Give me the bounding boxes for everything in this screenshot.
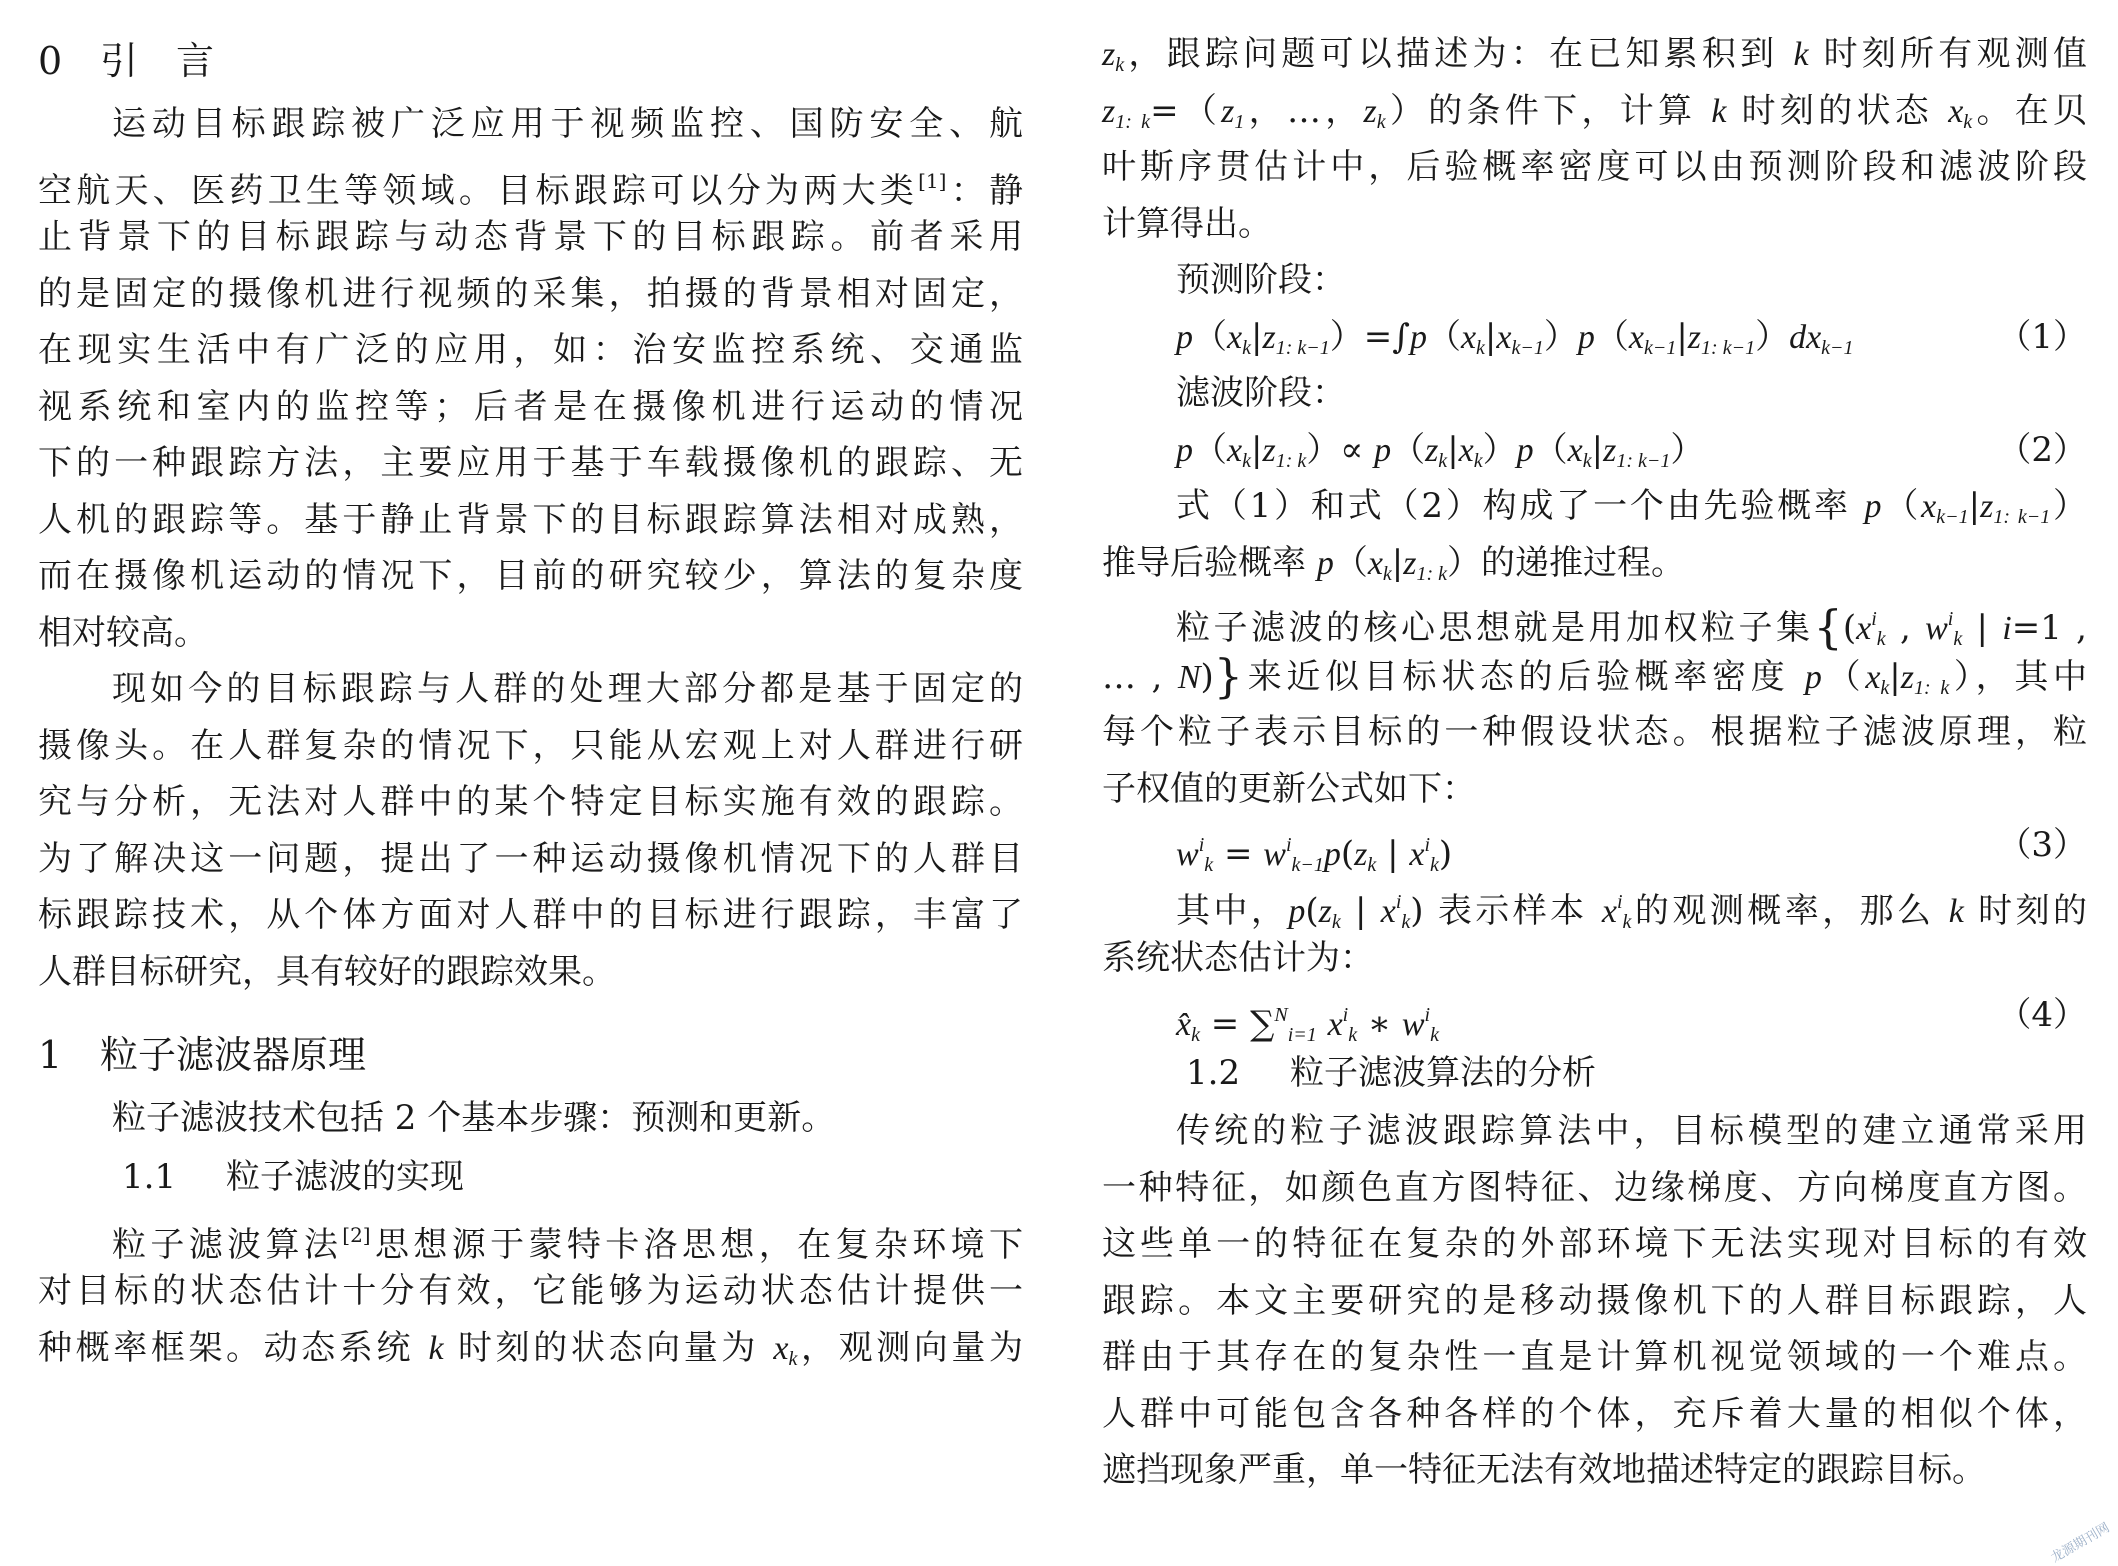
- section-number: 0: [38, 39, 63, 83]
- paragraph-line: 粒子滤波的核心思想就是用加权粒子集{($x^i_k$ , $w^i_k$ | i=1 ,: [1176, 600, 2087, 654]
- paragraph-line: 子权值的更新公式如下：: [1102, 768, 1476, 809]
- paragraph-line: 遮挡现象严重，单一特征无法有效地描述特定的跟踪目标。: [1102, 1450, 1986, 1490]
- paragraph-line: 人机的跟踪等。基于静止背景下的目标跟踪算法相对成熟，: [38, 499, 1023, 540]
- equation-number: （3）: [1997, 825, 2087, 865]
- equation-2: $p(x_k|z_{1: k})\propto p(z_k|x_k)p(x_k|z_{1: k-1})$ （2）: [1102, 422, 2087, 479]
- paragraph-line: 推导后验概率 $p(x_k|z_{1: k})$的递推过程。: [1102, 542, 1686, 585]
- paragraph-line: 每个粒子表示目标的一种假设状态。根据粒子滤波原理，粒: [1102, 712, 2087, 752]
- paragraph-line: 其中，$p(z_k$ | $x^i_k$) 表示样本 $x^i_k$的观测概率，那么 k 时刻的: [1176, 890, 2088, 933]
- paragraph-line: 相对较高。: [38, 612, 208, 653]
- paragraph-line: 下的一种跟踪方法，主要应用于基于车载摄像机的跟踪、无: [38, 443, 1023, 483]
- equation-number: （4）: [1997, 994, 2087, 1035]
- equation-4: $x̂_k = \sum^N_{i=1}$ $x^i_k$ ∗ $w^i_k$ （4）: [1102, 987, 2087, 1044]
- paragraph-line: 系统状态估计为：: [1102, 938, 1374, 978]
- subsection-heading-1-2: [1102, 1043, 2087, 1103]
- equation-1: $p(x_k|z_{1: k-1})=\int p(x_k|x_{k-1})p(x_{k-1}|z_{1: k-1})dx_{k-1}$ （1）: [1102, 309, 2087, 366]
- left-column: [38, 26, 1023, 1376]
- right-column: [1102, 26, 2087, 1499]
- citation-ref: [2]: [342, 1222, 371, 1247]
- paragraph-line: 人群目标研究，具有较好的跟踪效果。: [38, 951, 616, 992]
- subsection-number: 1.1: [122, 1156, 177, 1197]
- paragraph-line: 叶斯序贯估计中，后验概率密度可以由预测阶段和滤波阶段: [1102, 147, 2087, 187]
- paragraph-line: 对目标的状态估计十分有效，它能够为运动状态估计提供一: [38, 1271, 1023, 1311]
- paragraph-line: 而在摄像机运动的情况下，目前的研究较少，算法的复杂度: [38, 556, 1023, 596]
- paragraph-line: 这些单一的特征在复杂的外部环境下无法实现对目标的有效: [1102, 1224, 2087, 1264]
- paragraph-line: 止背景下的目标跟踪与动态背景下的目标跟踪。前者采用: [38, 217, 1023, 257]
- paragraph-line: 摄像头。在人群复杂的情况下，只能从宏观上对人群进行研: [38, 725, 1023, 766]
- paragraph-line: 种概率框架。动态系统 k 时刻的状态向量为 $x_k$，观测向量为: [38, 1327, 1024, 1370]
- equation-number: （1）: [1997, 316, 2087, 357]
- equation-number: （2）: [1997, 429, 2087, 470]
- citation-ref: [1]: [918, 168, 947, 193]
- paragraph-line: 究与分析，无法对人群中的某个特定目标实施有效的跟踪。: [38, 782, 1023, 822]
- section-title: 粒子滤波器原理: [100, 1033, 367, 1077]
- equation-3: $w^i_k = w^i_{k-1}p(z_k$ | $x^i_k$) （3）: [1102, 817, 2087, 874]
- paragraph-line: 运动目标跟踪被广泛应用于视频监控、国防安全、航: [112, 104, 1023, 144]
- label-line: 滤波阶段：: [1176, 373, 1346, 413]
- watermark: 龙源期刊网: [2048, 1520, 2113, 1566]
- paragraph-line: … , N)}来近似目标状态的后验概率密度 $p(x_k|z_{1: k})$，其中: [1102, 648, 2088, 703]
- paragraph-line: 在现实生活中有广泛的应用，如：治安监控系统、交通监: [38, 330, 1023, 370]
- paragraph-line: 粒子滤波算法[2]思想源于蒙特卡洛思想，在复杂环境下: [112, 1222, 1024, 1265]
- paragraph-line: 计算得出。: [1102, 203, 1272, 244]
- label-line: 预测阶段：: [1176, 260, 1346, 300]
- section-heading-0: [38, 26, 1023, 96]
- paragraph-line: 空航天、医药卫生等领域。目标跟踪可以分为两大类[1]：静: [38, 168, 1024, 211]
- paragraph-line: $z_k$，跟踪问题可以描述为：在已知累积到 k 时刻所有观测值: [1102, 34, 2087, 76]
- paragraph-line: 标跟踪技术，从个体方面对人群中的目标进行跟踪，丰富了: [38, 895, 1023, 935]
- paragraph-line: 的是固定的摄像机进行视频的采集，拍摄的背景相对固定，: [38, 273, 1023, 314]
- section-title: 引 言: [100, 39, 215, 83]
- paragraph-line: 群由于其存在的复杂性一直是计算机视觉领域的一个难点。: [1102, 1337, 2087, 1377]
- section-heading-1: [38, 1020, 1023, 1090]
- paragraph-line: 式（1）和式（2）构成了一个由先验概率 $p(x_{k-1}|z_{1: k-1})$: [1176, 486, 2088, 528]
- paragraph-line: 人群中可能包含各种各样的个体，充斥着大量的相似个体，: [1102, 1393, 2087, 1434]
- paragraph-line: 粒子滤波技术包括 2 个基本步骤：预测和更新。: [112, 1098, 836, 1138]
- paragraph-line: 现如今的目标跟踪与人群的处理大部分都是基于固定的: [112, 669, 1023, 709]
- paragraph-line: 为了解决这一问题，提出了一种运动摄像机情况下的人群目: [38, 838, 1023, 879]
- paragraph-line: $z_{1: k}=(z_1$，…，$z_k$）的条件下，计算 k 时刻的状态 $x_k$。在贝: [1102, 90, 2088, 133]
- paragraph-line: 传统的粒子滤波跟踪算法中，目标模型的建立通常采用: [1176, 1111, 2087, 1151]
- subsection-title: 粒子滤波算法的分析: [1290, 1053, 1596, 1093]
- subsection-title: 粒子滤波的实现: [226, 1156, 464, 1197]
- paragraph-line: 一种特征，如颜色直方图特征、边缘梯度、方向梯度直方图。: [1102, 1167, 2087, 1208]
- subsection-number: 1.2: [1186, 1053, 1241, 1093]
- section-number: 1: [38, 1033, 63, 1077]
- paragraph-line: 跟踪。本文主要研究的是移动摄像机下的人群目标跟踪，人: [1102, 1280, 2087, 1321]
- paragraph-line: 视系统和室内的监控等；后者是在摄像机进行运动的情况: [38, 386, 1023, 427]
- subsection-heading-1-1: [38, 1147, 1023, 1207]
